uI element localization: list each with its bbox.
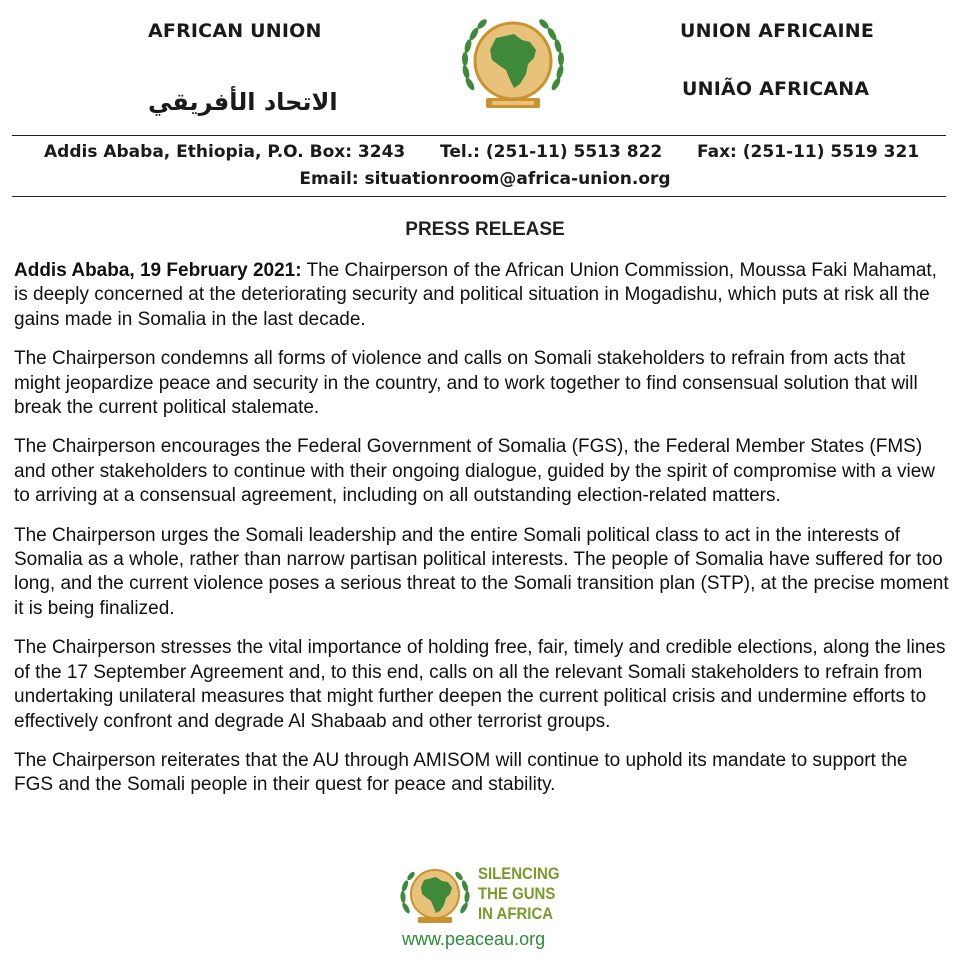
press-release-title: PRESS RELEASE	[405, 219, 565, 240]
paragraph-6: The Chairperson reiterates that the AU through AMISOM will continue to uphold its mandate to support the FGS and the Somali people in their quest for peace and stability.	[14, 749, 908, 796]
telephone: Tel.: (251-11) 5513 822	[440, 142, 663, 162]
address: Addis Ababa, Ethiopia, P.O. Box: 3243	[44, 142, 406, 162]
org-name-portuguese: UNIÃO AFRICANA	[682, 78, 870, 100]
dateline: Addis Ababa, 19 February 2021:	[14, 260, 302, 281]
paragraph-2: The Chairperson condemns all forms of violence and calls on Somali stakeholders to refrain from acts that might jeopardize peace and security in the country, and to work together to find consensual solution that will break the current political stalemate.	[14, 348, 918, 419]
silencing-guns-emblem-icon	[398, 864, 472, 926]
campaign-wordmark	[478, 864, 571, 924]
paragraph-4: The Chairperson urges the Somali leadership and the entire Somali political class to act in the interests of Somalia as a whole, rather than narrow partisan political interests. The people of Somalia have suffered for too long, and the current violence poses a serious threat to the Somali transition plan (STP), at the precise moment it is being finalized.	[14, 524, 949, 619]
fax: Fax: (251-11) 5519 321	[697, 142, 920, 162]
org-name-french: UNION AFRICAINE	[680, 20, 875, 42]
paragraph-5: The Chairperson stresses the vital importance of holding free, fair, timely and credible elections, along the lines of the 17 September Agreement and, to this end, calls on all the relevant Somali stakeholders to refrain from undertaking unilateral measures that might further deepen the current political crisis and undermine efforts to effectively confront and degrade Al Shabaab and other terrorist groups.	[14, 637, 946, 732]
org-name-arabic: الاتحاد الأفريقي	[148, 88, 338, 116]
campaign-line-2: THE GUNS	[478, 884, 556, 903]
paragraph-1	[14, 259, 950, 332]
email-line	[0, 169, 970, 189]
silencing-the-guns-logo	[398, 862, 578, 962]
press-release-body	[14, 259, 950, 813]
campaign-line-3: IN AFRICA	[478, 904, 554, 923]
african-union-emblem-icon	[456, 14, 570, 116]
peaceau-link[interactable]: www.peaceau.org	[402, 929, 546, 949]
header-divider-top	[12, 135, 946, 136]
campaign-line-1: SILENCING	[478, 864, 560, 883]
org-name-english: AFRICAN UNION	[148, 20, 322, 42]
paragraph-text: The Chairperson of the African Union Commission, Moussa Faki Mahamat, is deeply concerned at the deteriorating security and political situation in Mogadishu, which puts at risk all the gains made in Somalia in the last decade.	[14, 260, 937, 330]
email: Email: situationroom@africa-union.org	[299, 169, 671, 189]
paragraph-3: The Chairperson encourages the Federal Government of Somalia (FGS), the Federal Member States (FMS) and other stakeholders to continue with their ongoing dialogue, guided by the spirit of compromise with a view to arriving at a consensual agreement, including on all outstanding election-related matters.	[14, 436, 935, 507]
letterhead	[0, 0, 970, 200]
header-divider-bottom	[12, 196, 946, 197]
